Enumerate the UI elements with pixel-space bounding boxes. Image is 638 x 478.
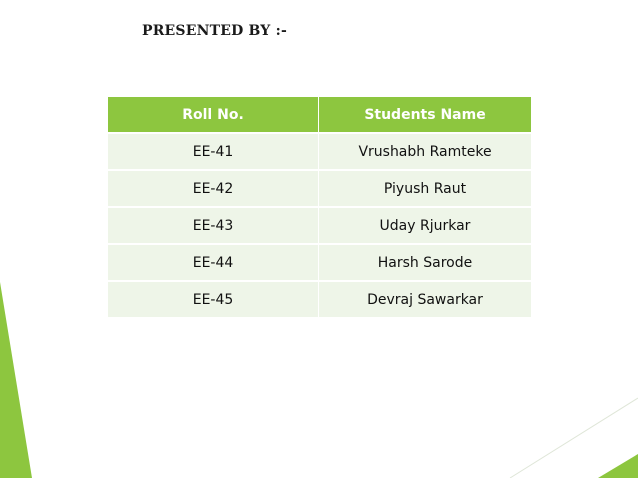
students-table [107,97,532,317]
name-cell: Devraj Sawarkar [319,281,532,317]
roll-cell: EE-44 [108,244,319,281]
header-students-name: Students Name [319,97,532,133]
name-cell: Uday Rjurkar [319,207,532,244]
table-row [108,207,532,244]
table-row [108,170,532,207]
roll-cell: EE-42 [108,170,319,207]
roll-cell: EE-45 [108,281,319,317]
name-cell: Piyush Raut [319,170,532,207]
table-row [108,281,532,317]
presented-by-heading: PRESENTED BY :- [142,23,287,39]
bottom-right-green-triangle [598,454,638,478]
table-row [108,133,532,170]
header-roll-no: Roll No. [108,97,319,133]
name-cell: Vrushabh Ramteke [319,133,532,170]
roll-cell: EE-41 [108,133,319,170]
left-green-wedge [0,282,32,478]
table-header-row [108,97,532,133]
name-cell: Harsh Sarode [319,244,532,281]
table-row [108,244,532,281]
roll-cell: EE-43 [108,207,319,244]
